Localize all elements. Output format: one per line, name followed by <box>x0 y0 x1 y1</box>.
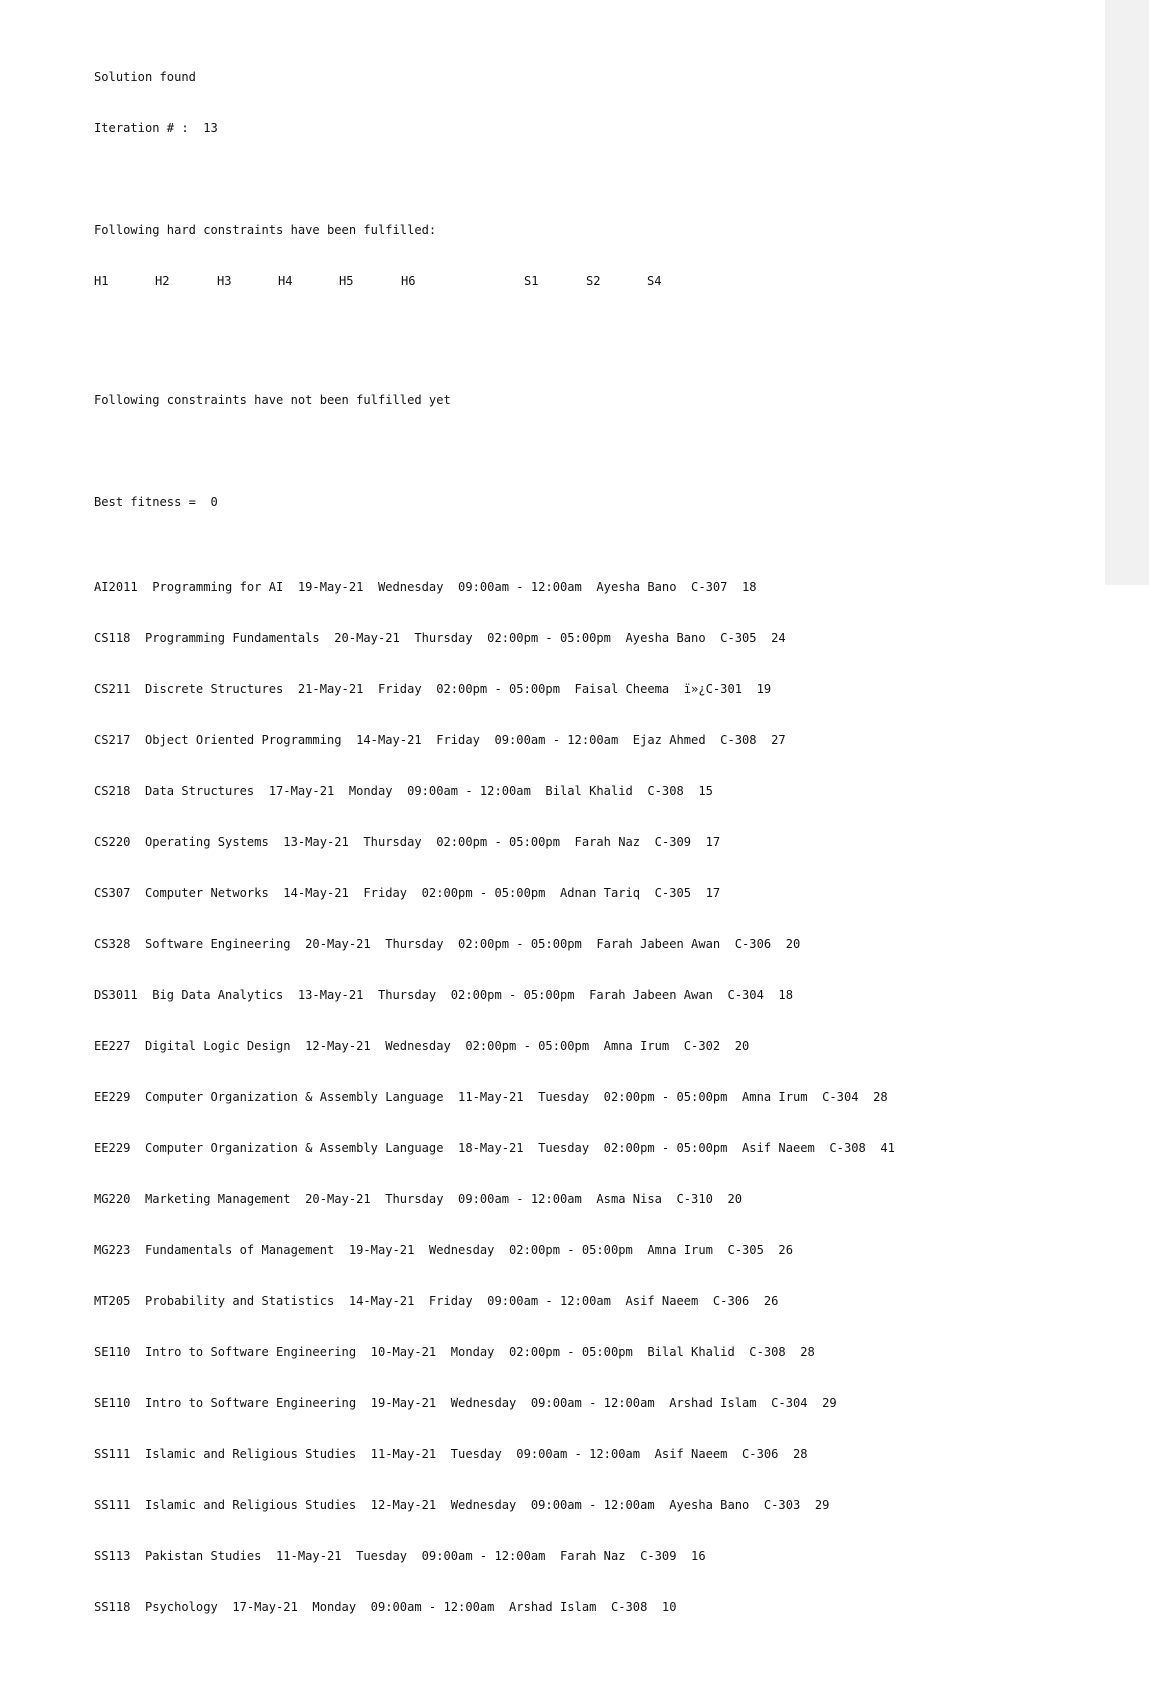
schedule-row: CS118 Programming Fundamentals 20-May-21 Thursday 02:00pm - 05:00pm Ayesha Bano C-305 24 <box>94 631 786 645</box>
schedule-row: DS3011 Big Data Analytics 13-May-21 Thursday 02:00pm - 05:00pm Farah Jabeen Awan C-304 18 <box>94 988 793 1002</box>
schedule-row: MG223 Fundamentals of Management 19-May-21 Wednesday 02:00pm - 05:00pm Amna Irum C-305 26 <box>94 1243 793 1257</box>
schedule-row: SS111 Islamic and Religious Studies 12-May-21 Wednesday 09:00am - 12:00am Ayesha Bano C-303 29 <box>94 1498 830 1512</box>
schedule-row: MT205 Probability and Statistics 14-May-21 Friday 09:00am - 12:00am Asif Naeem C-306 26 <box>94 1294 779 1308</box>
schedule-row: EE227 Digital Logic Design 12-May-21 Wednesday 02:00pm - 05:00pm Amna Irum C-302 20 <box>94 1039 750 1053</box>
schedule-row: CS217 Object Oriented Programming 14-May-21 Friday 09:00am - 12:00am Ejaz Ahmed C-308 27 <box>94 733 786 747</box>
constraint-item: S2 <box>586 274 601 288</box>
schedule-row: SS111 Islamic and Religious Studies 11-May-21 Tuesday 09:00am - 12:00am Asif Naeem C-306 28 <box>94 1447 808 1461</box>
best-fitness: Best fitness = 0 <box>94 495 218 509</box>
schedule-row: AI2011 Programming for AI 19-May-21 Wednesday 09:00am - 12:00am Ayesha Bano C-307 18 <box>94 580 757 594</box>
constraint-item: H6 <box>401 274 416 288</box>
schedule-row: CS218 Data Structures 17-May-21 Monday 09:00am - 12:00am Bilal Khalid C-308 15 <box>94 784 713 798</box>
solution-status: Solution found <box>94 70 196 84</box>
schedule-row: SE110 Intro to Software Engineering 19-May-21 Wednesday 09:00am - 12:00am Arshad Islam C-304 29 <box>94 1396 837 1410</box>
schedule-row: CS307 Computer Networks 14-May-21 Friday 02:00pm - 05:00pm Adnan Tariq C-305 17 <box>94 886 721 900</box>
vertical-scrollbar[interactable] <box>1105 0 1149 585</box>
schedule-row: CS211 Discrete Structures 21-May-21 Friday 02:00pm - 05:00pm Faisal Cheema ï»¿C-301 19 <box>94 682 772 696</box>
schedule-row: MG220 Marketing Management 20-May-21 Thursday 09:00am - 12:00am Asma Nisa C-310 20 <box>94 1192 743 1206</box>
hard-constraints-title: Following hard constraints have been fulfilled: <box>94 223 437 237</box>
schedule-row: EE229 Computer Organization & Assembly Language 18-May-21 Tuesday 02:00pm - 05:00pm Asif Naeem C-308 41 <box>94 1141 895 1155</box>
constraint-item: H3 <box>217 274 232 288</box>
constraint-item: H4 <box>278 274 293 288</box>
constraint-item: S4 <box>647 274 662 288</box>
schedule-row: SS118 Psychology 17-May-21 Monday 09:00am - 12:00am Arshad Islam C-308 10 <box>94 1600 677 1614</box>
schedule-list <box>94 545 1094 1650</box>
schedule-row: SS113 Pakistan Studies 11-May-21 Tuesday 09:00am - 12:00am Farah Naz C-309 16 <box>94 1549 706 1563</box>
unfulfilled-constraints-title: Following constraints have not been fulfilled yet <box>94 393 451 407</box>
schedule-row: EE229 Computer Organization & Assembly Language 11-May-21 Tuesday 02:00pm - 05:00pm Amna Irum C-304 28 <box>94 1090 888 1104</box>
constraint-list <box>94 273 1094 290</box>
schedule-row: CS220 Operating Systems 13-May-21 Thursday 02:00pm - 05:00pm Farah Naz C-309 17 <box>94 835 721 849</box>
constraint-item: H5 <box>339 274 354 288</box>
schedule-row: SE110 Intro to Software Engineering 10-May-21 Monday 02:00pm - 05:00pm Bilal Khalid C-308 28 <box>94 1345 815 1359</box>
constraint-item: H1 <box>94 274 109 288</box>
iteration-count: Iteration # : 13 <box>94 121 218 135</box>
constraint-item: H2 <box>155 274 170 288</box>
constraint-item: S1 <box>524 274 539 288</box>
console-output <box>94 35 1094 1684</box>
schedule-row: CS328 Software Engineering 20-May-21 Thursday 02:00pm - 05:00pm Farah Jabeen Awan C-306 20 <box>94 937 801 951</box>
